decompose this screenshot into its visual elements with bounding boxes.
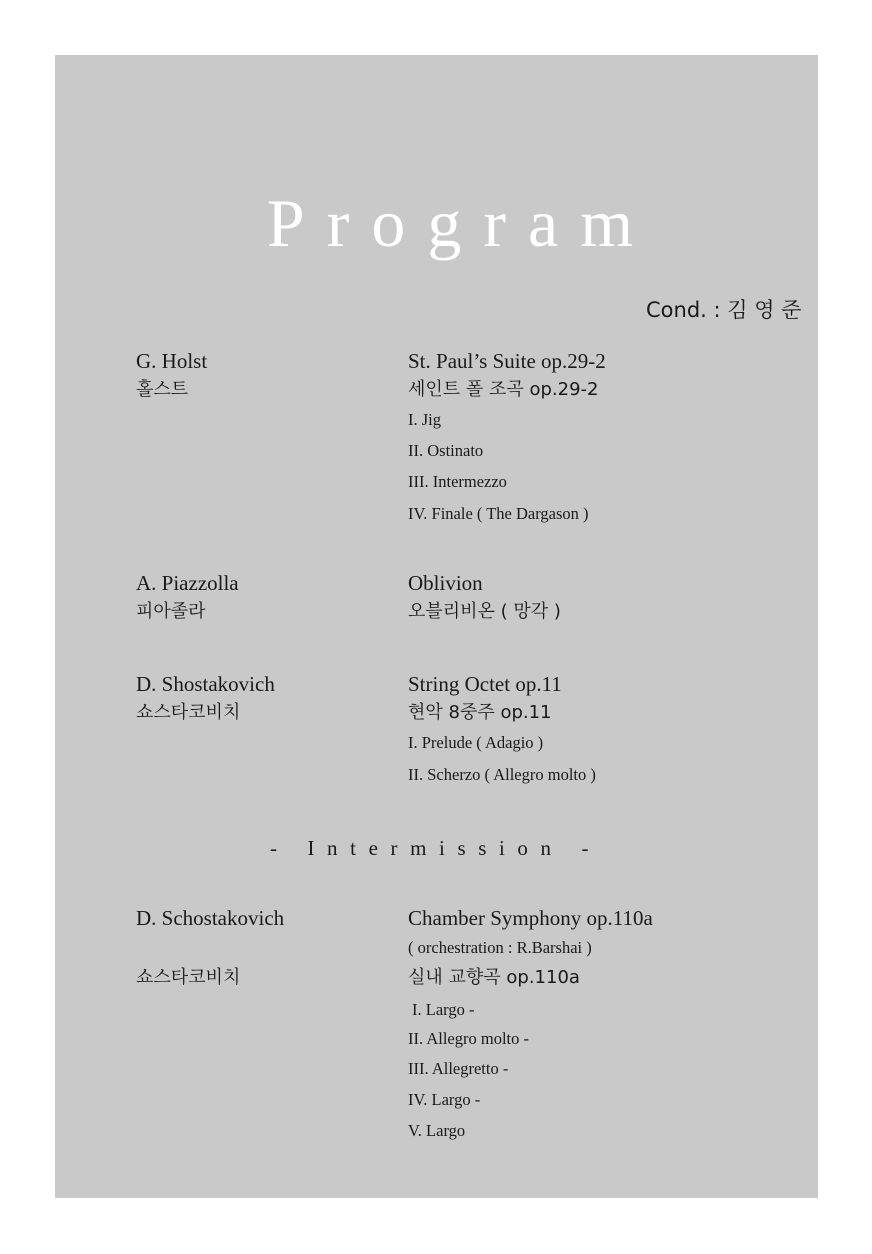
conductor-credit: Cond. : 김 영 준 [646, 298, 802, 322]
work-title-en: Chamber Symphony op.110a [408, 906, 653, 930]
program-title: Program [266, 185, 656, 261]
work-title-en: String Octet op.11 [408, 672, 562, 696]
composer-name-en: A. Piazzolla [136, 571, 239, 595]
movement-item: III. Intermezzo [408, 472, 507, 491]
composer-name-en: G. Holst [136, 349, 208, 373]
movement-item: II. Ostinato [408, 441, 484, 460]
composer-name-ko: 쇼스타코비치 [136, 702, 241, 723]
movement-item: III. Allegretto - [408, 1059, 509, 1078]
movement-item: II. Scherzo ( Allegro molto ) [408, 765, 596, 784]
movement-item: IV. Largo - [408, 1090, 481, 1109]
movement-item: V. Largo [408, 1121, 466, 1140]
work-title-ko: 실내 교향곡 op.110a [408, 967, 580, 988]
work-title-ko: 오블리비온 ( 망각 ) [408, 601, 561, 622]
composer-name-en: D. Schostakovich [136, 906, 285, 930]
movement-item: IV. Finale ( The Dargason ) [408, 504, 589, 523]
work-title-ko: 현악 8중주 op.11 [408, 702, 552, 723]
composer-name-en: D. Shostakovich [136, 672, 275, 696]
orchestration-note: ( orchestration : R.Barshai ) [408, 938, 592, 957]
movement-item: I. Prelude ( Adagio ) [408, 733, 544, 752]
composer-name-ko: 피아졸라 [136, 601, 206, 622]
work-title-en: St. Paul’s Suite op.29-2 [408, 349, 606, 373]
work-title-ko: 세인트 폴 조곡 op.29-2 [408, 379, 599, 400]
composer-name-ko: 쇼스타코비치 [136, 967, 241, 988]
work-title-en: Oblivion [408, 571, 483, 595]
intermission-label: - Intermission - [270, 836, 602, 860]
composer-name-ko: 홀스트 [136, 379, 189, 400]
movement-item: I. Jig [408, 410, 441, 429]
movement-item: I. Largo - [412, 1000, 475, 1019]
movement-item: II. Allegro molto - [408, 1029, 529, 1048]
